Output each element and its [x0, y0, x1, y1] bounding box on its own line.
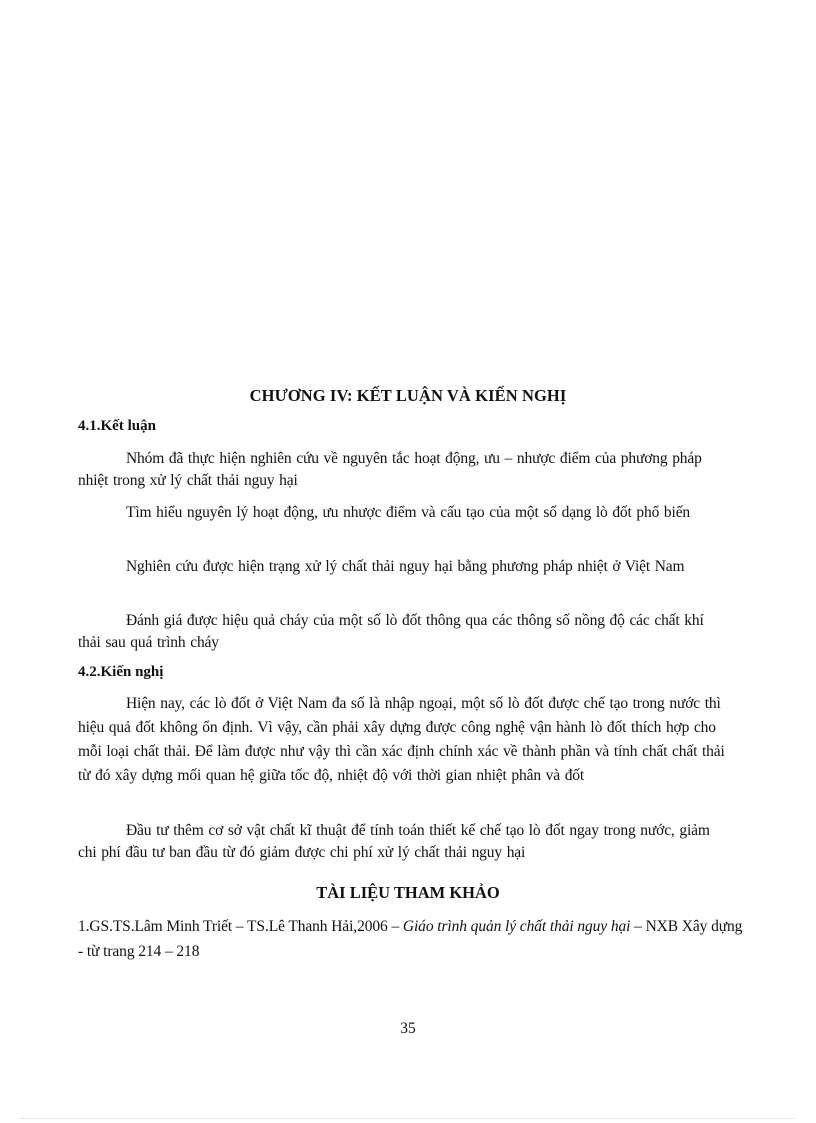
- reference-publisher: – NXB Xây dựng - từ trang 214 – 218: [78, 918, 743, 960]
- chapter-title: CHƯƠNG IV: KẾT LUẬN VÀ KIẾN NGHỊ: [249, 386, 567, 405]
- recommendation-paragraph: Hiện nay, các lò đốt ở Việt Nam đa số là nhập ngoại, một số lò đốt được chế tạo trong nước thì hiệu quả đốt không ổn định. Vì vậy, cần phải xây dựng được công nghệ vận hành lò đốt thích hợp cho mỗi loại chất thải. Để làm được như vậy thì cần xác định chính xác về thành phần và tính chất chất thải từ đó xây dựng mối quan hệ giữa tốc độ, nhiệt độ với thời gian nhiệt phân và đốt: [78, 695, 725, 784]
- section-heading-recommendation: 4.2.Kiến nghị: [78, 664, 164, 680]
- references-title: TÀI LIỆU THAM KHẢO: [316, 883, 500, 902]
- reference-authors: 1.GS.TS.Lâm Minh Triết – TS.Lê Thanh Hải,2006 –: [78, 918, 403, 935]
- conclusion-paragraph: Đánh giá được hiệu quả cháy của một số lò đốt thông qua các thông số nồng độ các chất khí thải sau quá trình cháy: [78, 612, 704, 651]
- reference-item: [78, 914, 748, 964]
- page-number: 35: [400, 1020, 416, 1037]
- reference-book-title: Giáo trình quản lý chất thải nguy hại: [402, 918, 631, 935]
- conclusion-paragraph: Nhóm đã thực hiện nghiên cứu về nguyên tắc hoạt động, ưu – nhược điểm của phương pháp nhiệt trong xử lý chất thải nguy hại: [78, 450, 702, 489]
- conclusion-paragraph: Tìm hiểu nguyên lý hoạt động, ưu nhược điểm và cấu tạo của một số dạng lò đốt phổ biến: [126, 504, 691, 521]
- section-heading-conclusion: 4.1.Kết luận: [78, 418, 156, 434]
- page-bottom-divider: [20, 1118, 796, 1119]
- conclusion-paragraph: Nghiên cứu được hiện trạng xử lý chất thải nguy hại bằng phương pháp nhiệt ở Việt Nam: [126, 558, 685, 575]
- recommendation-paragraph: Đầu tư thêm cơ sở vật chất kĩ thuật để tính toán thiết kế chế tạo lò đốt ngay trong nước, giảm chi phí đầu tư ban đầu từ đó giảm được chi phí xử lý chất thải nguy hại: [78, 822, 710, 861]
